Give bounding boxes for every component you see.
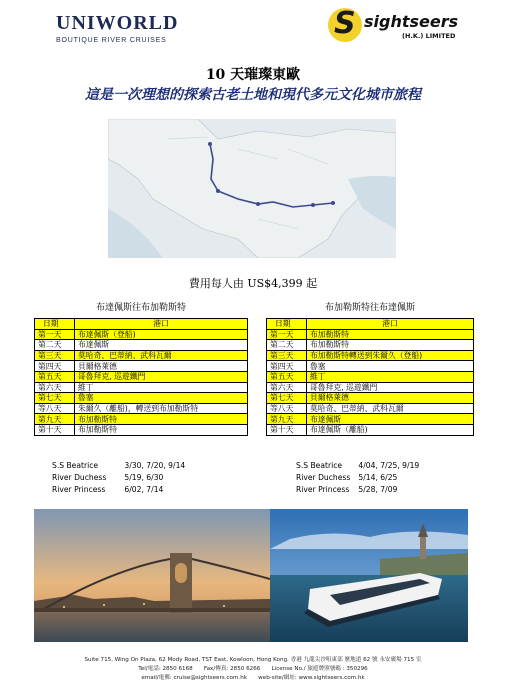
ship-name: River Princess: [296, 485, 350, 494]
itinerary-row: [267, 393, 474, 404]
footer-phone-fax-license: Tel/電話: 2850 6168 Fax/傳真: 2850 6266 License No./ 旅遊牌照號碼 : 350296: [138, 666, 368, 672]
itinerary-day: 第三天: [35, 350, 75, 361]
header-port: 港口: [75, 319, 248, 330]
itinerary-port: 貝爾格萊德: [75, 361, 248, 372]
itinerary-port: 布達佩斯: [307, 414, 474, 425]
right-itinerary-caption: 布加勒斯特往布達佩斯: [324, 303, 415, 313]
itinerary-port: 布加勒斯特轉送到朱爾久（登船): [307, 350, 474, 361]
ship-name: River Princess: [52, 485, 106, 494]
departure-dates: 6/02, 7/14: [124, 485, 164, 494]
itinerary-day: 第十天: [35, 424, 75, 435]
itinerary-row: [35, 382, 248, 393]
sailing-date-line: [296, 484, 419, 496]
sightseers-emblem-icon: S: [328, 8, 362, 42]
itinerary-port: 魯塞: [75, 393, 248, 404]
itinerary-row: [35, 361, 248, 372]
itinerary-day: 第三天: [267, 350, 307, 361]
itinerary-port: 哥魯拜克, 巡遊鐵門: [307, 382, 474, 393]
contact-footer: [0, 656, 506, 683]
itinerary-port: 布加勒斯特: [307, 329, 474, 340]
itinerary-row: [35, 393, 248, 404]
itinerary-day: 第七天: [35, 393, 75, 404]
departure-dates: 5/28, 7/09: [358, 485, 398, 494]
chain-bridge-photo: [34, 509, 270, 642]
itinerary-day: 第六天: [267, 382, 307, 393]
sailing-date-line: [52, 484, 185, 496]
ship-name: S.S Beatrice: [52, 461, 99, 470]
departure-dates: 4/04, 7/25, 9/19: [358, 461, 420, 470]
header-day: 日期: [267, 319, 307, 330]
departure-dates: 3/30, 7/20, 9/14: [124, 461, 186, 470]
itinerary-day: 第十天: [267, 424, 307, 435]
itinerary-port: 貝爾格萊德: [307, 393, 474, 404]
itinerary-port: 維丁: [307, 371, 474, 382]
itinerary-row: [35, 371, 248, 382]
sailing-date-line: [52, 460, 185, 472]
itinerary-port: 莫哈奇、巴蒂納、武科瓦爾: [75, 350, 248, 361]
itinerary-port: 布加勒斯特: [75, 414, 248, 425]
itinerary-row: [35, 350, 248, 361]
price-line: 費用每人由 US$4,399 起: [188, 277, 318, 290]
itinerary-port: 魯塞: [307, 361, 474, 372]
itinerary-row: [267, 382, 474, 393]
itinerary-port: 布加勒斯特: [307, 340, 474, 351]
sightseers-logo-wordmark: sightseers: [364, 12, 459, 31]
itinerary-port: 布達佩斯（登船): [75, 329, 248, 340]
itinerary-port: 莫哈奇、巴蒂納、武科瓦爾: [307, 403, 474, 414]
footer-email-website: email/電郵: cruise@sightseers.com.hk web-site/網址: www.sightseers.com.hk: [141, 675, 365, 681]
itinerary-row: [35, 414, 248, 425]
route-map-image: [108, 119, 396, 258]
itinerary-day: 第六天: [35, 382, 75, 393]
itinerary-port: 布加勒斯特: [75, 424, 248, 435]
uniworld-logo: [56, 12, 196, 44]
itinerary-day: 等八天: [35, 403, 75, 414]
header-day: 日期: [35, 319, 75, 330]
uniworld-logo-wordmark: UNIWORLD: [56, 12, 179, 34]
itinerary-day: 第一天: [35, 329, 75, 340]
sailing-date-line: [52, 472, 185, 484]
itinerary-day: 第七天: [267, 393, 307, 404]
departure-dates: 5/14, 6/25: [358, 473, 398, 482]
departure-dates: 5/19, 6/30: [124, 473, 164, 482]
ship-name: S.S Beatrice: [296, 461, 343, 470]
itinerary-row: [267, 403, 474, 414]
itinerary-day: 第二天: [35, 340, 75, 351]
left-sailing-dates: [52, 460, 185, 496]
sailing-date-line: [296, 460, 419, 472]
itinerary-day: 第四天: [35, 361, 75, 372]
itinerary-day: 第五天: [267, 371, 307, 382]
itinerary-day: 第四天: [267, 361, 307, 372]
itinerary-port: 維丁: [75, 382, 248, 393]
sightseers-logo-suffix: (H.K.) LIMITED: [402, 32, 456, 40]
itinerary-day: 第二天: [267, 340, 307, 351]
itinerary-row: [35, 329, 248, 340]
sightseers-logo: [328, 8, 478, 48]
uniworld-logo-tagline: BOUTIQUE RIVER CRUISES: [56, 37, 167, 44]
river-cruise-ship-photo: [270, 509, 468, 642]
page-title: 10 天璀璨東歐: [205, 67, 301, 83]
itinerary-port: 哥魯拜克, 巡遊鐵門: [75, 371, 248, 382]
itinerary-day: 第五天: [35, 371, 75, 382]
itinerary-row: [267, 329, 474, 340]
itinerary-row: [267, 424, 474, 435]
left-itinerary-caption: 布達佩斯往布加勒斯特: [95, 303, 186, 313]
itinerary-day: 第九天: [267, 414, 307, 425]
itinerary-row: [35, 424, 248, 435]
right-sailing-dates: [296, 460, 419, 496]
page-subtitle: 這是一次理想的探索古老土地和現代多元文化城市旅程: [85, 87, 421, 103]
itinerary-row: [267, 361, 474, 372]
ship-name: River Duchess: [296, 473, 351, 482]
itinerary-row: [267, 414, 474, 425]
itinerary-row: [267, 350, 474, 361]
footer-address: Suite 715, Wing On Plaza, 62 Mody Road, TST East, Kowloon, Hong Kong. 香港 九龍尖沙咀東部 麼地道 62 號 永安廣場 715 室: [84, 657, 422, 663]
itinerary-port: 布達佩斯（離船): [307, 424, 474, 435]
itinerary-port: 朱爾久（離船)，轉送到布加勒斯特: [75, 403, 248, 414]
itinerary-row: [35, 340, 248, 351]
itinerary-row: [267, 371, 474, 382]
sailing-date-line: [296, 472, 419, 484]
itinerary-day: 第一天: [267, 329, 307, 340]
left-itinerary-table: [34, 318, 248, 436]
itinerary-day: 第九天: [35, 414, 75, 425]
right-itinerary-table: [266, 318, 474, 436]
itinerary-day: 等八天: [267, 403, 307, 414]
header-port: 港口: [307, 319, 474, 330]
itinerary-row: [267, 340, 474, 351]
itinerary-row: [35, 403, 248, 414]
ship-name: River Duchess: [52, 473, 107, 482]
itinerary-port: 布達佩斯: [75, 340, 248, 351]
